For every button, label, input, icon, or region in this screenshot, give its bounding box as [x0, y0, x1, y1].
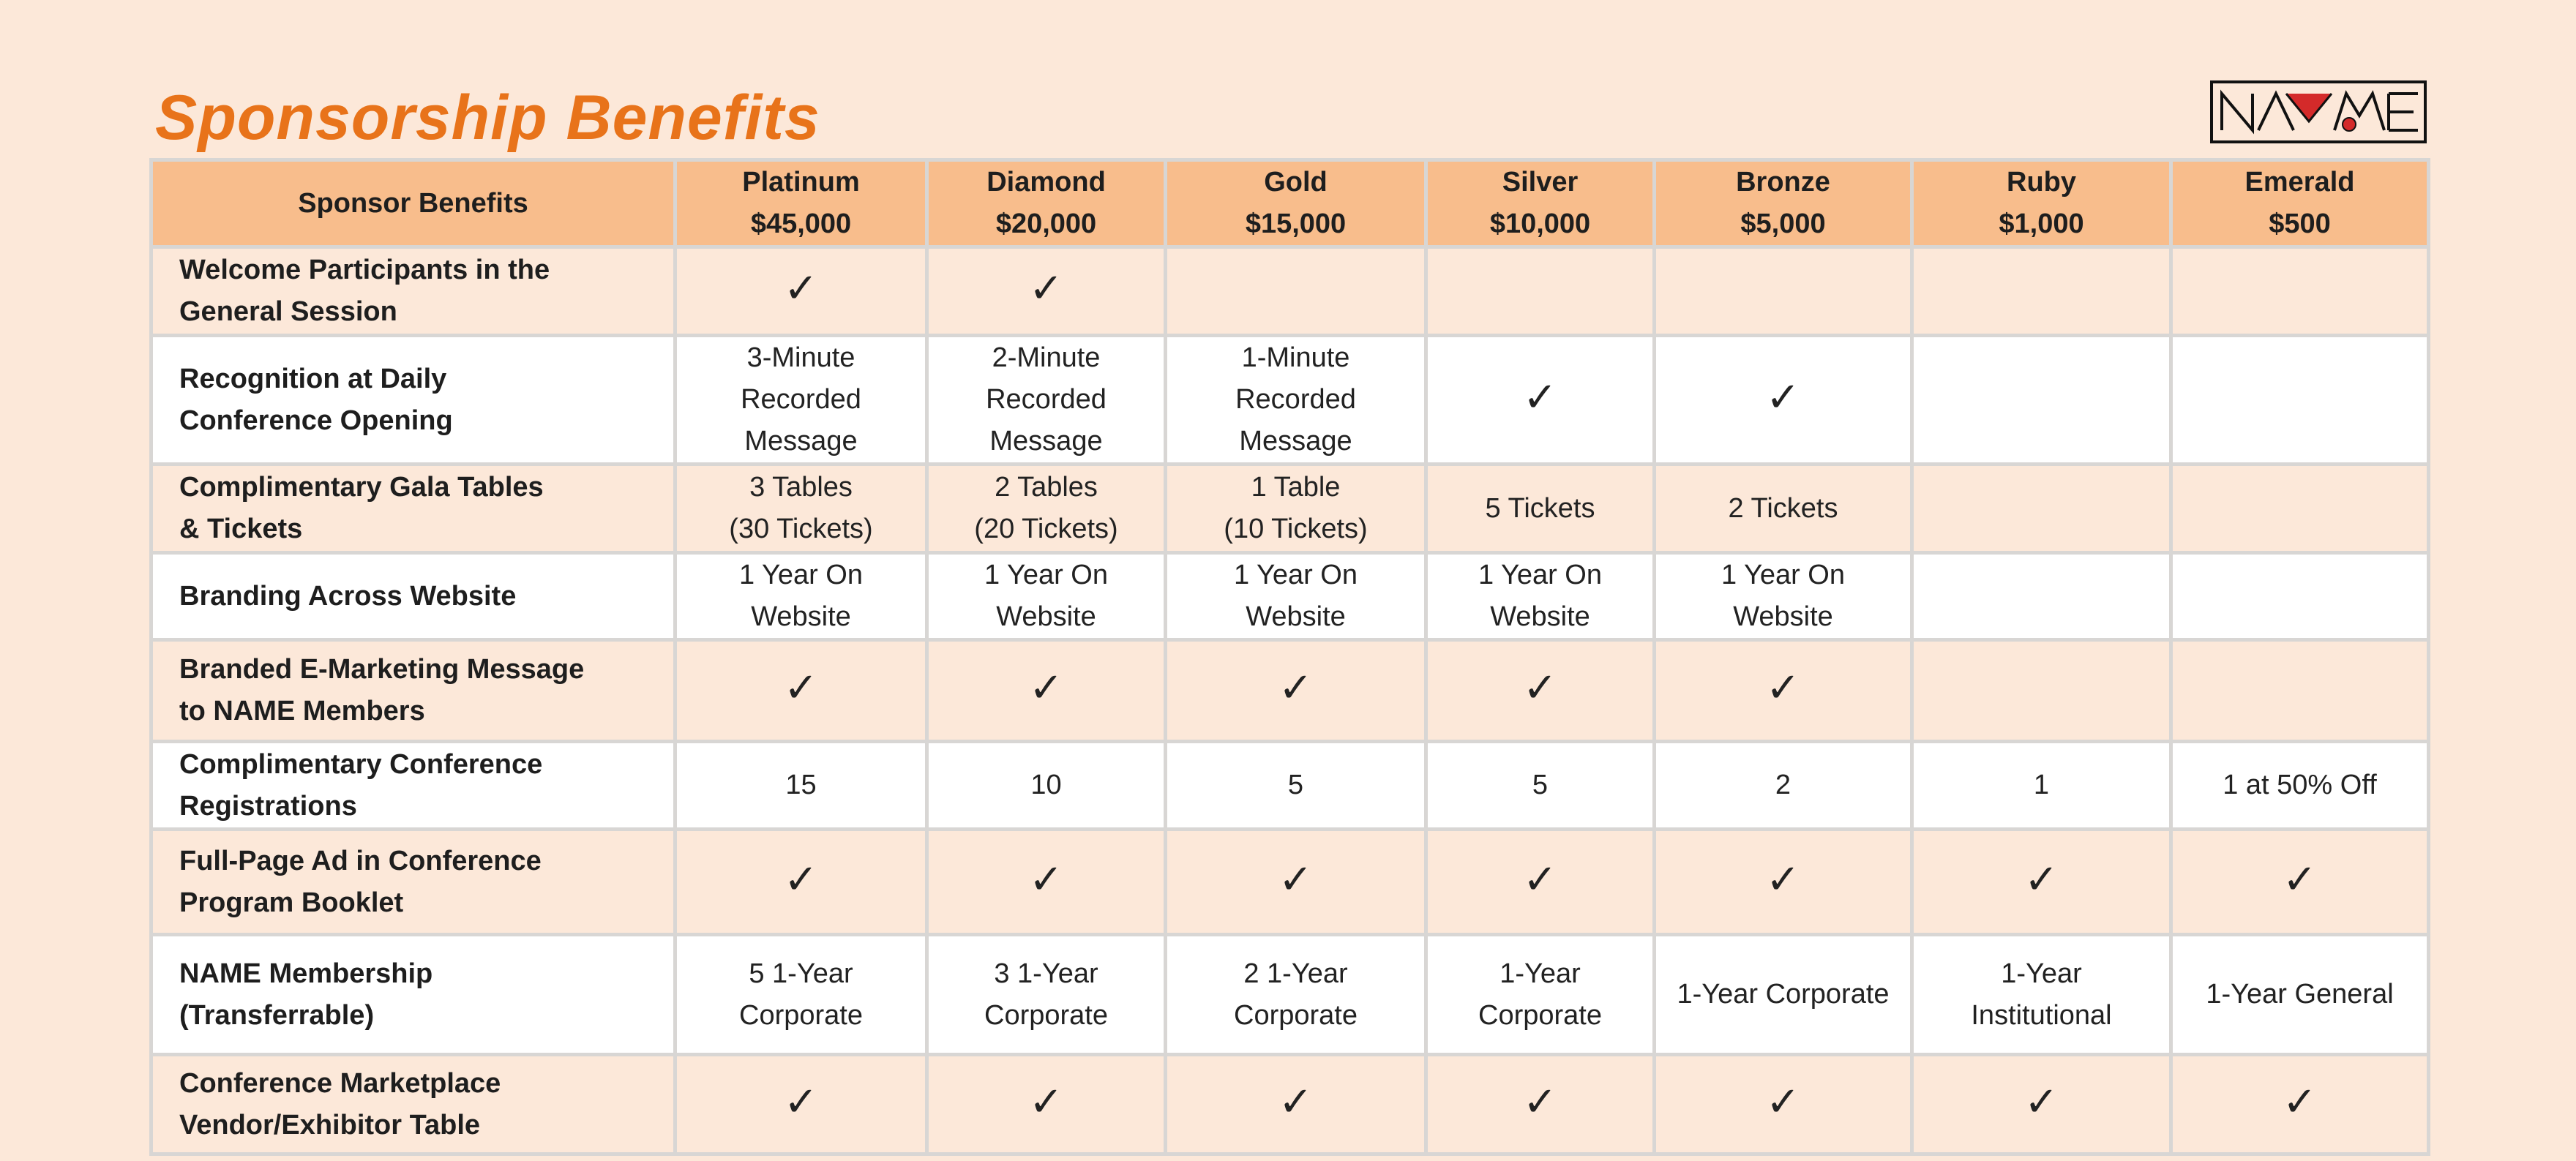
benefit-cell-gold [1166, 1055, 1426, 1154]
benefit-value: 5 [1532, 770, 1549, 800]
benefit-value: 1-Year General [2206, 979, 2394, 1010]
benefit-value: 1-Year [2001, 958, 2082, 989]
benefit-label-line: Complimentary Gala Tables [179, 472, 544, 503]
benefit-label-line: to NAME Members [179, 696, 425, 726]
benefit-cell-gold [1166, 640, 1426, 742]
benefit-value: 1 Table [1251, 472, 1341, 503]
benefit-cell-silver [1426, 465, 1655, 553]
benefit-row [151, 1055, 2429, 1154]
check-icon: ✓ [784, 664, 818, 712]
tier-price: $1,000 [1999, 208, 2084, 239]
benefit-label [151, 336, 675, 465]
benefits-table [149, 158, 2430, 1156]
benefit-value: Recorded [741, 384, 861, 415]
benefit-label [151, 1055, 675, 1154]
benefit-cell-emerald [2171, 553, 2429, 640]
benefit-value: 5 [1287, 770, 1304, 800]
check-icon: ✓ [1029, 265, 1063, 312]
tier-header-diamond [927, 160, 1166, 247]
benefit-cell-bronze [1655, 640, 1912, 742]
benefit-cell-emerald [2171, 935, 2429, 1055]
check-icon: ✓ [784, 855, 818, 903]
benefit-cell-platinum [675, 830, 927, 935]
benefit-cell-platinum [675, 247, 927, 336]
check-icon: ✓ [1766, 1078, 1800, 1126]
tier-name: Silver [1502, 167, 1579, 198]
benefit-row [151, 830, 2429, 935]
benefit-cell-diamond [927, 465, 1166, 553]
benefit-cell-platinum [675, 336, 927, 465]
benefit-cell-ruby [1912, 1055, 2171, 1154]
benefit-value: 1 Year On [1478, 560, 1603, 590]
benefit-row [151, 935, 2429, 1055]
benefit-value: 10 [1030, 770, 1062, 800]
benefit-cell-ruby [1912, 830, 2171, 935]
benefit-cell-bronze [1655, 742, 1912, 830]
check-icon: ✓ [1029, 855, 1063, 903]
tier-price: $45,000 [750, 208, 852, 239]
benefit-label-line: Program Booklet [179, 887, 404, 918]
benefit-cell-bronze [1655, 1055, 1912, 1154]
benefit-row [151, 247, 2429, 336]
benefit-value: Recorded [986, 384, 1107, 415]
benefit-value: 1 at 50% Off [2223, 770, 2377, 800]
benefit-cell-diamond [927, 742, 1166, 830]
benefit-label-line: Conference Marketplace [179, 1067, 501, 1099]
benefit-cell-bronze [1655, 247, 1912, 336]
benefit-row [151, 640, 2429, 742]
tier-header-silver [1426, 160, 1655, 247]
benefit-label-line: & Tickets [179, 514, 303, 544]
benefit-value: 3 1-Year [994, 958, 1098, 989]
benefit-value: Website [1733, 601, 1833, 632]
benefit-value: Corporate [984, 999, 1108, 1031]
benefit-cell-silver [1426, 247, 1655, 336]
benefit-value: Message [1239, 426, 1352, 456]
tier-price: $15,000 [1245, 208, 1347, 239]
tier-name: Diamond [986, 167, 1106, 198]
check-icon: ✓ [1278, 664, 1313, 712]
tier-name: Emerald [2244, 167, 2355, 198]
benefit-label-line: Branding Across Website [179, 580, 517, 612]
benefit-label-line: Registrations [179, 790, 357, 822]
benefit-cell-ruby [1912, 247, 2171, 336]
check-icon: ✓ [1278, 855, 1313, 903]
check-icon: ✓ [784, 1078, 818, 1126]
check-icon: ✓ [2283, 855, 2317, 903]
benefit-label-line: Full-Page Ad in Conference [179, 845, 542, 876]
benefit-value: Recorded [1235, 384, 1356, 415]
benefit-label-line: General Session [179, 296, 397, 327]
benefit-cell-gold [1166, 247, 1426, 336]
benefit-label-line: (Transferrable) [179, 999, 375, 1031]
benefit-label-line: Complimentary Conference [179, 748, 543, 780]
benefit-cell-emerald [2171, 247, 2429, 336]
benefit-cell-diamond [927, 553, 1166, 640]
benefit-value: 2 Tickets [1728, 492, 1838, 524]
benefit-cell-ruby [1912, 935, 2171, 1055]
check-icon: ✓ [1029, 664, 1063, 712]
benefit-cell-gold [1166, 336, 1426, 465]
benefit-row [151, 553, 2429, 640]
tier-price: $10,000 [1489, 208, 1591, 239]
benefit-cell-gold [1166, 742, 1426, 830]
benefit-value: Website [996, 601, 1096, 632]
benefit-cell-gold [1166, 830, 1426, 935]
benefit-cell-emerald [2171, 1055, 2429, 1154]
benefit-value: 2-Minute [992, 342, 1101, 373]
benefit-row [151, 465, 2429, 553]
benefit-cell-ruby [1912, 640, 2171, 742]
benefit-cell-ruby [1912, 465, 2171, 553]
benefit-cell-bronze [1655, 830, 1912, 935]
header-row [151, 160, 2429, 247]
benefit-value: Website [1246, 601, 1346, 632]
benefit-label [151, 247, 675, 336]
tier-header-bronze [1655, 160, 1912, 247]
benefit-cell-platinum [675, 935, 927, 1055]
benefit-cell-silver [1426, 553, 1655, 640]
benefit-cell-diamond [927, 640, 1166, 742]
benefit-cell-bronze [1655, 553, 1912, 640]
benefit-cell-platinum [675, 742, 927, 830]
tier-name: Gold [1264, 167, 1328, 198]
benefit-value: Institutional [1971, 999, 2112, 1031]
benefit-cell-emerald [2171, 465, 2429, 553]
benefit-value: Message [989, 426, 1103, 456]
benefit-value: Message [744, 426, 858, 456]
benefit-cell-platinum [675, 1055, 927, 1154]
check-icon: ✓ [1766, 664, 1800, 712]
benefit-cell-emerald [2171, 336, 2429, 465]
benefit-value: (30 Tickets) [729, 514, 873, 544]
benefit-cell-ruby [1912, 742, 2171, 830]
benefit-label [151, 935, 675, 1055]
check-icon: ✓ [1766, 855, 1800, 903]
benefit-cell-gold [1166, 553, 1426, 640]
benefit-cell-silver [1426, 830, 1655, 935]
benefit-rows [151, 247, 2429, 1154]
benefit-cell-silver [1426, 1055, 1655, 1154]
check-icon: ✓ [2024, 1078, 2059, 1126]
benefit-row [151, 742, 2429, 830]
benefit-cell-emerald [2171, 640, 2429, 742]
benefit-value: 15 [785, 770, 817, 800]
check-icon: ✓ [784, 265, 818, 312]
benefit-value: 1 Year On [738, 560, 864, 590]
benefit-value: 1-Year Corporate [1677, 979, 1890, 1010]
benefit-label [151, 742, 675, 830]
benefit-value: 2 [1775, 770, 1791, 800]
benefit-value: 3 Tables [749, 472, 853, 503]
page-title: Sponsorship Benefits [155, 83, 820, 153]
name-logo [2210, 80, 2427, 143]
benefit-cell-bronze [1655, 935, 1912, 1055]
benefit-value: Website [1490, 601, 1590, 632]
benefit-value: 5 1-Year [749, 958, 853, 989]
benefit-value: 2 Tables [995, 472, 1098, 503]
check-icon: ✓ [2283, 1078, 2317, 1126]
check-icon: ✓ [1766, 373, 1800, 421]
check-icon: ✓ [1029, 1078, 1063, 1126]
tier-price: $20,000 [995, 208, 1097, 239]
benefit-cell-silver [1426, 742, 1655, 830]
benefit-label-line: Branded E-Marketing Message [179, 654, 585, 685]
benefit-cell-silver [1426, 935, 1655, 1055]
benefit-value: 1 Year On [1233, 560, 1358, 590]
benefit-cell-silver [1426, 640, 1655, 742]
benefit-cell-gold [1166, 935, 1426, 1055]
benefit-cell-emerald [2171, 742, 2429, 830]
benefit-cell-platinum [675, 553, 927, 640]
tier-header-platinum [675, 160, 927, 247]
benefit-value: (10 Tickets) [1224, 514, 1368, 544]
benefit-value: Website [751, 601, 851, 632]
benefit-cell-ruby [1912, 336, 2171, 465]
tier-price: $5,000 [1740, 208, 1826, 239]
benefit-value: Corporate [1478, 999, 1602, 1031]
benefit-cell-platinum [675, 640, 927, 742]
check-icon: ✓ [2024, 855, 2059, 903]
benefit-label-line: NAME Membership [179, 958, 433, 989]
benefit-value: 5 Tickets [1485, 492, 1595, 524]
tier-header-gold [1166, 160, 1426, 247]
benefit-cell-emerald [2171, 830, 2429, 935]
check-icon: ✓ [1523, 1078, 1557, 1126]
benefit-value: 3-Minute [746, 342, 855, 373]
check-icon: ✓ [1523, 664, 1557, 712]
benefit-label [151, 553, 675, 640]
tier-name: Platinum [742, 167, 860, 198]
benefit-value: 2 1-Year [1243, 958, 1348, 989]
benefit-cell-diamond [927, 830, 1166, 935]
tier-price: $500 [2269, 208, 2331, 239]
benefit-value: 1-Year [1499, 958, 1581, 989]
benefit-value: Corporate [739, 999, 863, 1031]
benefit-cell-diamond [927, 1055, 1166, 1154]
check-icon: ✓ [1523, 373, 1557, 421]
benefit-cell-platinum [675, 465, 927, 553]
benefit-label [151, 830, 675, 935]
benefit-cell-diamond [927, 247, 1166, 336]
benefit-value: 1 Year On [1721, 560, 1846, 590]
benefit-value: (20 Tickets) [974, 514, 1118, 544]
benefit-label-line: Conference Opening [179, 405, 453, 436]
benefit-label-line: Vendor/Exhibitor Table [179, 1109, 481, 1141]
benefit-cell-bronze [1655, 465, 1912, 553]
benefit-cell-ruby [1912, 553, 2171, 640]
benefit-cell-diamond [927, 336, 1166, 465]
tier-header-ruby [1912, 160, 2171, 247]
benefit-cell-bronze [1655, 336, 1912, 465]
benefit-cell-diamond [927, 935, 1166, 1055]
benefit-cell-silver [1426, 336, 1655, 465]
check-icon: ✓ [1278, 1078, 1313, 1126]
tier-name: Ruby [2007, 167, 2076, 198]
benefit-row [151, 336, 2429, 465]
benefit-label [151, 640, 675, 742]
benefit-label [151, 465, 675, 553]
benefit-value: 1-Minute [1241, 342, 1350, 373]
tier-header-emerald [2171, 160, 2429, 247]
benefit-value: 1 [2033, 770, 2050, 800]
tier-name: Bronze [1736, 167, 1830, 198]
benefit-label-line: Recognition at Daily [179, 363, 447, 394]
benefit-value: Corporate [1234, 999, 1358, 1031]
benefit-value: 1 Year On [984, 560, 1109, 590]
benefit-label-line: Welcome Participants in the [179, 255, 550, 285]
benefit-cell-gold [1166, 465, 1426, 553]
header-cell-benefits: Sponsor Benefits [151, 160, 675, 247]
check-icon: ✓ [1523, 855, 1557, 903]
